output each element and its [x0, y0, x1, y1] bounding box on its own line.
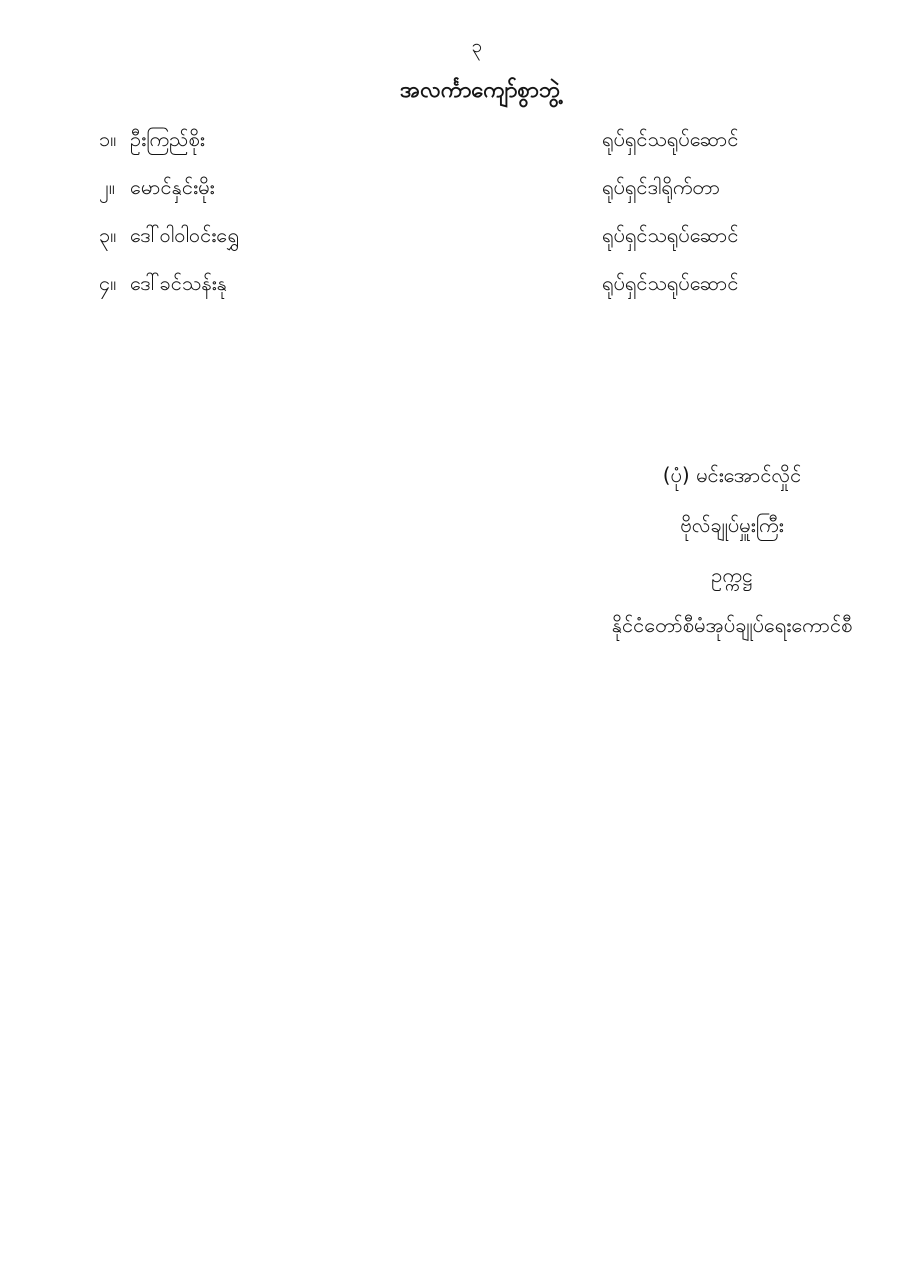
signature-block — [612, 450, 853, 650]
recipient-row — [0, 170, 904, 204]
item-number: ၂။ — [99, 175, 115, 199]
signatory-name: (ပုံ) မင်းအောင်လှိုင် — [662, 463, 802, 487]
recipient-role: ရုပ်ရှင်သရုပ်ဆောင် — [602, 271, 739, 295]
recipient-row — [0, 266, 904, 300]
recipient-role: ရုပ်ရှင်သရုပ်ဆောင် — [602, 127, 739, 151]
item-number: ၃။ — [99, 223, 117, 247]
item-number: ၁။ — [99, 127, 117, 151]
document-title: အလင်္ကာကျော်စွာဘွဲ့ — [400, 78, 560, 103]
signatory-organization: နိုင်ငံတော်စီမံအုပ်ချုပ်ရေးကောင်စီ — [611, 613, 853, 637]
recipient-role: ရုပ်ရှင်သရုပ်ဆောင် — [602, 223, 739, 247]
page-number: ၃ — [471, 35, 483, 57]
recipient-name: ဒေါ်ဝါဝါဝင်းရွှေ — [130, 223, 240, 247]
signatory-position: ဥက္ကဋ္ဌ — [711, 563, 753, 587]
signatory-rank: ဗိုလ်ချုပ်မှူးကြီး — [680, 513, 784, 537]
recipient-name: ဒေါ်ခင်သန်းနု — [130, 271, 227, 295]
recipient-row — [0, 218, 904, 252]
recipient-name: မောင်နှင်းမိုး — [130, 175, 215, 199]
recipient-role: ရုပ်ရှင်ဒါရိုက်တာ — [602, 175, 721, 199]
item-number: ၄။ — [99, 271, 117, 295]
recipient-name: ဦးကြည်စိုး — [130, 127, 205, 151]
recipient-row — [0, 122, 904, 156]
